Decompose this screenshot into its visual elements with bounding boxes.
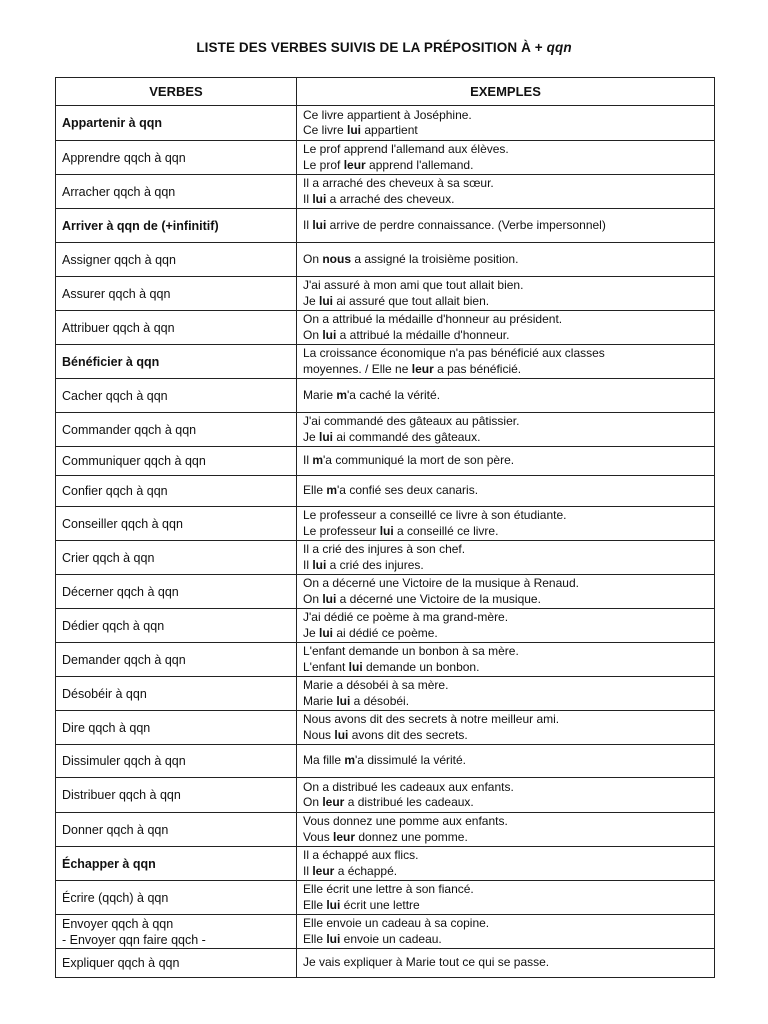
table-row (56, 847, 715, 881)
example-line: J'ai commandé des gâteaux au pâtissier. (303, 414, 520, 428)
verb-text: Expliquer qqch à qqn (62, 956, 180, 970)
example-line: On a distribué les cadeaux aux enfants. (303, 779, 514, 794)
verb-text: Donner qqch à qqn (62, 822, 169, 837)
table-row (56, 609, 715, 643)
verb-text: Désobéir à qqn (62, 686, 147, 701)
table-row (56, 915, 715, 949)
example-cell (297, 106, 715, 141)
pronoun-highlight: lui (334, 727, 349, 742)
verb-text-secondary: - Envoyer qqn faire qqch - (62, 932, 206, 947)
example-cell (297, 413, 715, 447)
header-verbs: VERBES (56, 78, 297, 106)
table-row (56, 949, 715, 978)
pronoun-highlight: lui (322, 327, 337, 342)
verb-text: Distribuer qqch à qqn (62, 788, 181, 802)
verb-cell (56, 745, 297, 778)
pronoun-highlight: lui (322, 591, 337, 606)
verb-cell (56, 141, 297, 175)
verb-cell (56, 243, 297, 277)
verb-text: Envoyer qqch à qqn (62, 916, 174, 931)
example-cell (297, 345, 715, 379)
verb-text: Conseiller qqch à qqn (62, 516, 183, 531)
example-line: Le prof apprend l'allemand aux élèves. (303, 142, 509, 156)
example-line: On lui a attribué la médaille d'honneur. (303, 327, 510, 342)
example-line: L'enfant demande un bonbon à sa mère. (303, 644, 519, 658)
example-line: Ce livre lui appartient (303, 123, 418, 137)
verb-text: Dédier qqch à qqn (62, 618, 165, 633)
verb-cell (56, 609, 297, 643)
verbs-table (55, 77, 715, 978)
verb-cell (56, 209, 297, 243)
example-line: Je vais expliquer à Marie tout ce qui se passe. (303, 955, 550, 970)
example-cell (297, 311, 715, 345)
pronoun-highlight: nous (322, 251, 352, 266)
verb-text: Assigner qqch à qqn (62, 252, 176, 267)
pronoun-highlight: m (312, 453, 324, 468)
verb-cell (56, 106, 297, 141)
example-line: Elle écrit une lettre à son fiancé. (303, 882, 474, 896)
example-cell (297, 643, 715, 677)
verb-text: Attribuer qqch à qqn (62, 320, 175, 335)
example-cell (297, 949, 715, 978)
example-line: Il lui a arraché des cheveux. (303, 191, 455, 206)
pronoun-highlight: leur (333, 829, 356, 844)
pronoun-highlight: lui (319, 293, 334, 308)
example-line: On a attribué la médaille d'honneur au président. (303, 312, 563, 326)
example-cell (297, 745, 715, 778)
pronoun-highlight: leur (312, 863, 335, 878)
pronoun-highlight: lui (326, 897, 341, 912)
verb-cell (56, 643, 297, 677)
pronoun-highlight: leur (343, 157, 366, 172)
example-line: On a décerné une Victoire de la musique à Renaud. (303, 576, 579, 590)
table-row (56, 175, 715, 209)
table-row (56, 345, 715, 379)
example-cell (297, 677, 715, 711)
example-line: Je lui ai assuré que tout allait bien. (303, 293, 490, 308)
example-line: Elle envoie un cadeau à sa copine. (303, 916, 490, 930)
pronoun-highlight: m (326, 483, 338, 498)
example-line: Vous leur donnez une pomme. (303, 829, 468, 844)
example-line: Le prof leur apprend l'allemand. (303, 157, 474, 172)
example-cell (297, 277, 715, 311)
verb-text: Dissimuler qqch à qqn (62, 754, 186, 768)
table-row (56, 277, 715, 311)
verb-cell (56, 379, 297, 413)
verb-cell (56, 507, 297, 541)
verb-cell (56, 575, 297, 609)
table-row (56, 311, 715, 345)
example-line: Le professeur lui a conseillé ce livre. (303, 523, 499, 538)
example-cell (297, 778, 715, 813)
example-cell (297, 575, 715, 609)
example-line: Nous avons dit des secrets à notre meilleur ami. (303, 712, 560, 726)
verb-cell (56, 813, 297, 847)
table-row (56, 575, 715, 609)
pronoun-highlight: lui (312, 557, 327, 572)
verb-cell (56, 541, 297, 575)
verb-cell (56, 345, 297, 379)
verb-text: Arracher qqch à qqn (62, 184, 176, 199)
example-line: L'enfant lui demande un bonbon. (303, 659, 480, 674)
example-cell (297, 847, 715, 881)
example-line: On lui a décerné une Victoire de la musique. (303, 591, 541, 606)
table-row (56, 106, 715, 141)
verb-cell (56, 778, 297, 813)
example-line: Je lui ai commandé des gâteaux. (303, 429, 481, 444)
example-cell (297, 209, 715, 243)
verb-cell (56, 915, 297, 949)
example-line: J'ai assuré à mon ami que tout allait bien. (303, 278, 524, 292)
verb-text: Crier qqch à qqn (62, 550, 155, 565)
verb-text: Bénéficier à qqn (62, 354, 160, 369)
verb-cell (56, 447, 297, 476)
verb-text: Échapper à qqn (62, 856, 156, 871)
title-main: LISTE DES VERBES SUIVIS DE LA PRÉPOSITION À + (196, 40, 547, 55)
example-line: Marie a désobéi à sa mère. (303, 678, 449, 692)
example-cell (297, 243, 715, 277)
example-line: Il lui arrive de perdre connaissance. (Verbe impersonnel) (303, 217, 606, 232)
example-cell (297, 609, 715, 643)
example-line: Il a échappé aux flics. (303, 848, 419, 862)
table-row (56, 541, 715, 575)
example-line: Nous lui avons dit des secrets. (303, 727, 468, 742)
table-row (56, 476, 715, 507)
example-line: Le professeur a conseillé ce livre à son étudiante. (303, 508, 567, 522)
verb-text: Cacher qqch à qqn (62, 388, 168, 403)
table-row (56, 881, 715, 915)
example-line: Je lui ai dédié ce poème. (303, 625, 438, 640)
pronoun-highlight: lui (319, 429, 334, 444)
pronoun-highlight: lui (312, 191, 327, 206)
pronoun-highlight: m (344, 753, 356, 768)
pronoun-highlight: leur (322, 795, 345, 809)
verb-text: Assurer qqch à qqn (62, 286, 171, 301)
example-cell (297, 813, 715, 847)
table-row (56, 813, 715, 847)
table-header-row (56, 78, 715, 106)
verb-cell (56, 277, 297, 311)
example-line: Il m'a communiqué la mort de son père. (303, 453, 515, 468)
pronoun-highlight: m (336, 387, 348, 402)
pronoun-highlight: lui (319, 625, 334, 640)
example-line: Elle lui envoie un cadeau. (303, 931, 442, 946)
pronoun-highlight: lui (336, 693, 351, 708)
table-body (56, 106, 715, 978)
table-row (56, 778, 715, 813)
verb-text: Appartenir à qqn (62, 116, 163, 130)
pronoun-highlight: lui (326, 931, 341, 946)
table-row (56, 141, 715, 175)
verb-cell (56, 677, 297, 711)
verb-text: Demander qqch à qqn (62, 652, 186, 667)
example-cell (297, 711, 715, 745)
example-cell (297, 447, 715, 476)
table-row (56, 507, 715, 541)
example-cell (297, 541, 715, 575)
verb-text: Dire qqch à qqn (62, 720, 151, 735)
example-line: Ce livre appartient à Joséphine. (303, 107, 472, 122)
example-cell (297, 915, 715, 949)
verb-text: Confier qqch à qqn (62, 484, 168, 498)
example-cell (297, 881, 715, 915)
example-line: Marie m'a caché la vérité. (303, 387, 441, 402)
verb-text: Écrire (qqch) à qqn (62, 890, 169, 905)
example-line: Marie lui a désobéi. (303, 693, 410, 708)
table-row (56, 243, 715, 277)
example-line: J'ai dédié ce poème à ma grand-mère. (303, 610, 509, 624)
verb-text: Commander qqch à qqn (62, 422, 197, 437)
verb-text: Arriver à qqn de (+infinitif) (62, 218, 219, 233)
verb-cell (56, 949, 297, 978)
verb-cell (56, 711, 297, 745)
title-suffix: qqn (546, 40, 572, 55)
example-cell (297, 141, 715, 175)
example-cell (297, 379, 715, 413)
pronoun-highlight: lui (347, 123, 362, 137)
verb-text: Décerner qqch à qqn (62, 584, 179, 599)
example-line: Il a crié des injures à son chef. (303, 542, 466, 556)
table-row (56, 711, 715, 745)
example-line: Il lui a crié des injures. (303, 557, 424, 572)
example-cell (297, 507, 715, 541)
verb-cell (56, 476, 297, 507)
example-line: Vous donnez une pomme aux enfants. (303, 814, 508, 828)
verb-text: Apprendre qqch à qqn (62, 150, 186, 165)
pronoun-highlight: lui (348, 659, 363, 674)
verb-cell (56, 881, 297, 915)
pronoun-highlight: lui (312, 217, 327, 232)
pronoun-highlight: lui (379, 523, 394, 538)
example-line: On leur a distribué les cadeaux. (303, 795, 474, 809)
example-line: La croissance économique n'a pas bénéficié aux classes (303, 346, 605, 360)
table-row (56, 413, 715, 447)
table-row (56, 379, 715, 413)
table-row (56, 447, 715, 476)
table-row (56, 643, 715, 677)
table-row (56, 209, 715, 243)
example-line: On nous a assigné la troisième position. (303, 251, 519, 266)
verb-cell (56, 847, 297, 881)
example-line: Il leur a échappé. (303, 863, 398, 878)
table-row (56, 677, 715, 711)
header-examples: EXEMPLES (297, 78, 715, 106)
page-title (0, 40, 768, 55)
verb-cell (56, 311, 297, 345)
example-line: moyennes. / Elle ne leur a pas bénéficié. (303, 361, 522, 376)
pronoun-highlight: leur (411, 361, 434, 376)
verb-cell (56, 413, 297, 447)
example-cell (297, 175, 715, 209)
example-line: Ma fille m'a dissimulé la vérité. (303, 753, 467, 768)
example-line: Elle lui écrit une lettre (303, 897, 420, 912)
example-line: Il a arraché des cheveux à sa sœur. (303, 176, 494, 190)
example-line: Elle m'a confié ses deux canaris. (303, 483, 479, 498)
verb-cell (56, 175, 297, 209)
table-row (56, 745, 715, 778)
verb-text: Communiquer qqch à qqn (62, 454, 206, 468)
example-cell (297, 476, 715, 507)
